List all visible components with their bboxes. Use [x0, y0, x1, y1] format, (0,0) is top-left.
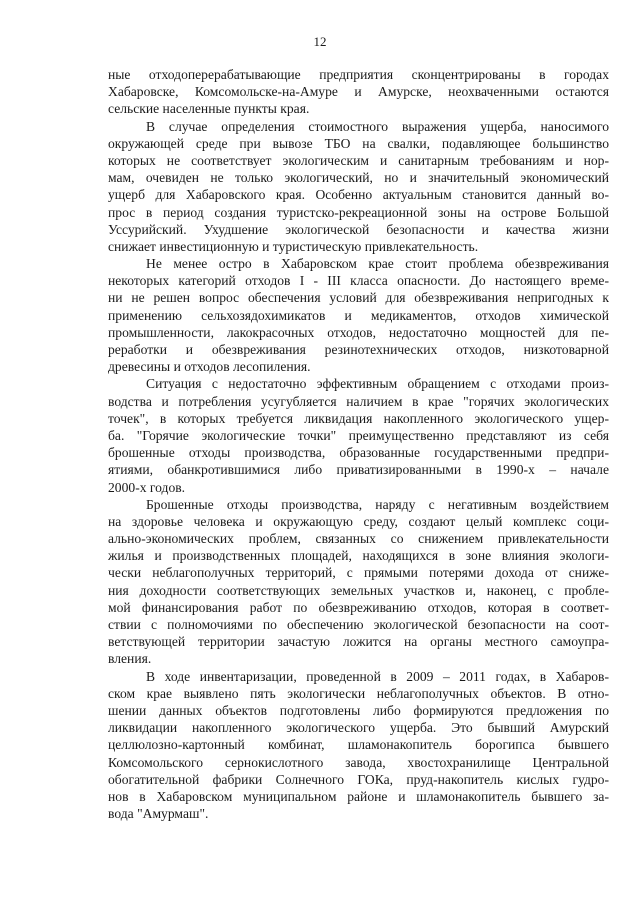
text-line: ба. "Горячие экологические точки" преимущественно представляют из себя	[108, 427, 609, 443]
text-line: В случае определения стоимостного выражения ущерба, наносимого	[146, 118, 609, 134]
text-line: брошенные отходы производства, образованные государственными предпри-	[108, 445, 609, 461]
text-line: 2000-х годов.	[108, 479, 186, 495]
paragraph	[108, 66, 609, 118]
body-text	[108, 66, 609, 822]
text-line: древесины и отходов лесопиления.	[108, 359, 311, 375]
text-line: реработки и обезвреживания резинотехнических отходов, низкотоварной	[108, 342, 609, 357]
text-line: ском крае выявлено пять экологически неблагополучных объектов. В отно-	[108, 685, 609, 701]
text-line: чески неблагополучных территорий, с прямыми потерями дохода от сниже-	[108, 565, 609, 581]
text-line: жилья и производственных площадей, находящихся в зоне влияния экологи-	[108, 548, 609, 564]
text-line: точек", в которых требуется ликвидация накопленного экологического ущер-	[108, 410, 609, 426]
text-line: сельские населенные пункты края.	[108, 101, 310, 117]
text-line: шении данных объектов подготовлены либо формируются предложения по	[108, 702, 609, 718]
paragraph	[108, 496, 609, 668]
text-line: ни не решен вопрос обеспечения условий для обезвреживания непригодных к	[108, 290, 609, 306]
text-line: мой финансирования работ по обезвреживанию отходов, которая в соответ-	[108, 599, 609, 615]
text-line: ния доходности соответствующих земельных участков и, наконец, с пробле-	[108, 582, 609, 598]
text-line: некоторых категорий отходов I - III класса опасности. До настоящего време-	[108, 273, 609, 289]
text-line: Хабаровске, Комсомольске-на-Амуре и Амурске, неохваченными остаются	[108, 84, 609, 100]
text-line: В ходе инвентаризации, проведенной в 2009 – 2011 годах, в Хабаров-	[146, 668, 609, 684]
paragraph	[108, 255, 609, 375]
text-line: окружающей среде при вывозе ТБО на свалки, подавляющее большинство	[108, 135, 609, 151]
paragraph	[108, 375, 609, 495]
text-line: Комсомольского сернокислотного завода, хвостохранилище Центральной	[108, 754, 609, 770]
text-line: ствии с полномочиями по обеспечению экологической безопасности на соот-	[108, 617, 609, 632]
paragraph	[108, 668, 609, 823]
text-line: водства и потребления усугубляется наличием в крае "горячих экологических	[108, 393, 609, 409]
text-line: обогатительной фабрики Солнечного ГОКа, пруд-накопитель кислых гудро-	[108, 771, 609, 787]
text-line: нов в Хабаровском муниципальном районе и шламонакопитель бывшего за-	[108, 788, 609, 804]
text-line: ветствующей территории зачастую ложится на органы местного самоупра-	[108, 634, 609, 650]
page-number: 12	[313, 34, 327, 49]
text-line: мам, очевиден не только экологический, но и значительный экономический	[108, 170, 609, 186]
text-line: Брошенные отходы производства, наряду с негативным воздействием	[146, 496, 609, 512]
text-line: Уссурийский. Ухудшение экологической безопасности и качества жизни	[108, 221, 609, 237]
text-line: целлюлозно-картонный комбинат, шламонакопитель борогипса бывшего	[108, 737, 609, 753]
text-line: вода "Амурмаш".	[108, 806, 209, 822]
paragraph	[108, 118, 609, 256]
text-line: Ситуация с недостаточно эффективным обращением с отходами произ-	[146, 376, 609, 392]
text-line: ущерб для Хабаровского края. Особенно актуальным становится данный во-	[108, 187, 609, 203]
text-line: применению сельхозядохимикатов и медикаментов, отходов химической	[108, 307, 609, 323]
text-line: которых не соответствует экологическим и санитарным требованиям и нор-	[108, 152, 609, 168]
text-line: ные отходоперерабатывающие предприятия сконцентрированы в городах	[108, 67, 609, 82]
text-line: ально-экономических проблем, связанных со снижением привлекательности	[108, 531, 609, 547]
text-line: ятиями, обанкротившимися либо приватизированными в 1990-х – начале	[108, 462, 609, 478]
text-line: снижает инвестиционную и туристическую привлекательность.	[108, 238, 479, 254]
text-line: вления.	[108, 651, 152, 667]
text-line: ликвидации накопленного экологического ущерба. Это бывший Амурский	[108, 720, 609, 736]
text-line: прос в период создания туристско-рекреационной зоны на острове Большой	[108, 204, 609, 220]
text-line: на здоровье человека и окружающую среду, создают целый комплекс соци-	[108, 513, 609, 529]
text-line: Не менее остро в Хабаровском крае стоит проблема обезвреживания	[146, 256, 609, 272]
text-line: промышленности, лакокрасочных отходов, недостаточно мощностей для пе-	[108, 324, 609, 340]
